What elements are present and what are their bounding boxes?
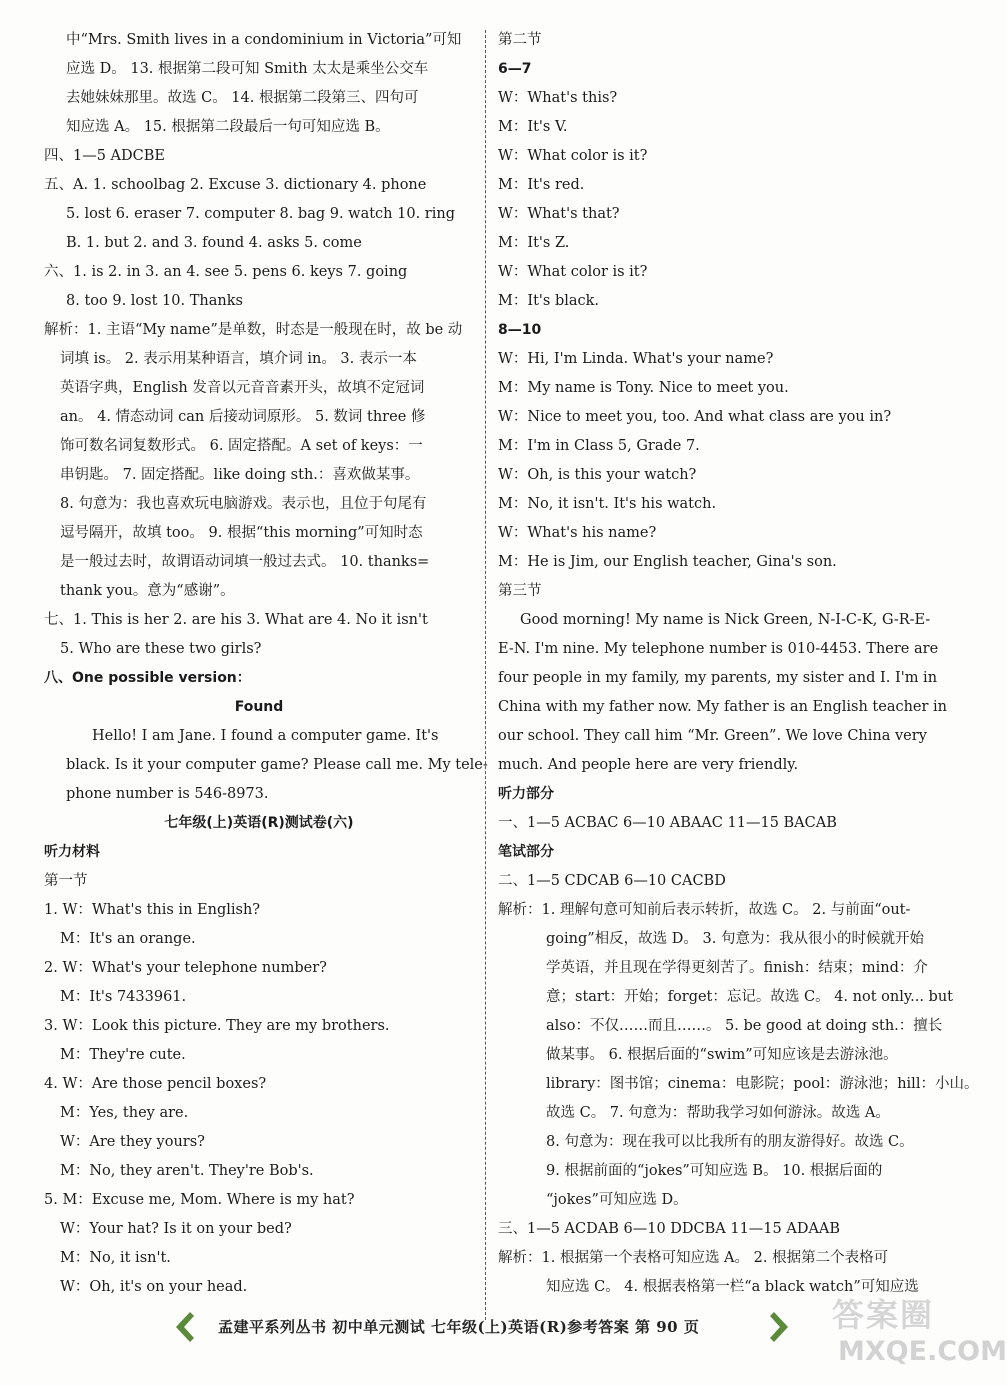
text-line: 七、1. This is her 2. are his 3. What are 4. No it isn't: [44, 612, 428, 628]
chevron-left-icon: [170, 1310, 198, 1344]
text-line: 五、A. 1. schoolbag 2. Excuse 3. dictionary 4. phone: [44, 177, 427, 193]
text-line: W：Your hat? Is it on your bed?: [60, 1221, 292, 1237]
text-line: 四、1—5 ADCBE: [44, 148, 165, 164]
text-line: 第三节: [498, 583, 542, 599]
text-line: W：What color is it?: [498, 264, 648, 280]
text-line: 笔试部分: [498, 844, 554, 860]
text-line: 一、1—5 ACBAC 6—10 ABAAC 11—15 BACAB: [498, 815, 837, 831]
text-line: Hello! I am Jane. I found a computer game. It's: [92, 728, 439, 744]
text-line: library：图书馆；cinema：电影院；pool：游泳池；hill：小山。: [546, 1076, 979, 1092]
text-line: also：不仅……而且……。 5. be good at doing sth.：擅长: [546, 1018, 943, 1034]
text-line: 英语字典，English 发音以元音音素开头，故填不定冠词: [60, 380, 425, 396]
text-line: M：It's an orange.: [60, 931, 196, 947]
text-line: 应选 D。 13. 根据第二段可知 Smith 太太是乘坐公交车: [66, 61, 429, 77]
text-line: 饰可数名词复数形式。 6. 固定搭配。A set of keys：一: [60, 438, 423, 454]
text-line: 词填 is。 2. 表示用某种语言，填介词 in。 3. 表示一本: [60, 351, 417, 367]
text-line: M：My name is Tony. Nice to meet you.: [498, 380, 789, 396]
text-line: 3. W：Look this picture. They are my brothers.: [44, 1018, 390, 1034]
text-line: M：They're cute.: [60, 1047, 186, 1063]
text-line: M：I'm in Class 5, Grade 7.: [498, 438, 700, 454]
text-line: 二、1—5 CDCAB 6—10 CACBD: [498, 873, 726, 889]
text-line: China with my father now. My father is an English teacher in: [498, 699, 948, 715]
text-line: 听力材料: [44, 844, 100, 860]
text-line: M：It's 7433961.: [60, 989, 187, 1005]
text-line: Found: [234, 699, 284, 715]
text-line: 学英语，并且现在学得更刻苦了。finish：结束；mind：介: [546, 960, 928, 976]
page-footer: [170, 1310, 810, 1346]
text-line: 8. 句意为：现在我可以比我所有的朋友游得好。故选 C。: [546, 1134, 914, 1150]
text-line: E-N. I'm nine. My telephone number is 010-4453. There are: [498, 641, 939, 657]
text-line: M：No, it isn't. It's his watch.: [498, 496, 717, 512]
text-line: 知应选 C。 4. 根据表格第一栏“a black watch”可知应选: [546, 1279, 919, 1295]
text-line: 听力部分: [498, 786, 554, 802]
text-line: 中“Mrs. Smith lives in a condominium in Victoria”可知: [66, 32, 462, 48]
text-line: 逗号隔开，故填 too。 9. 根据“this morning”可知时态: [60, 525, 423, 541]
left-column: [44, 26, 488, 1302]
text-line: thank you。意为“感谢”。: [60, 583, 235, 599]
text-line: our school. They call him “Mr. Green”. We love China very: [498, 728, 927, 744]
text-line: 串钥匙。 7. 固定搭配。like doing sth.：喜欢做某事。: [60, 467, 420, 483]
text-line: 5. Who are these two girls?: [60, 641, 262, 657]
text-line: 第二节: [498, 32, 542, 48]
text-line: 知应选 A。 15. 根据第二段最后一句可知应选 B。: [66, 119, 390, 135]
column-divider: [485, 30, 486, 1320]
text-line: 做某事。 6. 根据后面的“swim”可知应该是去游泳池。: [546, 1047, 898, 1063]
text-line: 八、One possible version：: [44, 670, 251, 686]
text-line: M：It's V.: [498, 119, 568, 135]
text-line: M：No, they aren't. They're Bob's.: [60, 1163, 314, 1179]
text-line: 5. M：Excuse me, Mom. Where is my hat?: [44, 1192, 355, 1208]
right-column: [498, 26, 979, 1302]
text-line: 去她妹妹那里。故选 C。 14. 根据第二段第三、四句可: [66, 90, 419, 106]
text-line: “jokes”可知应选 D。: [546, 1192, 688, 1208]
footer-text: 孟建平系列丛书 初中单元测试 七年级(上)英语(R)参考答案 第 90 页: [218, 1318, 700, 1336]
text-line: W：What's his name?: [498, 525, 657, 541]
text-line: M：He is Jim, our English teacher, Gina's son.: [498, 554, 837, 570]
text-line: 2. W：What's your telephone number?: [44, 960, 327, 976]
text-line: an。 4. 情态动词 can 后接动词原形。 5. 数词 three 修: [60, 409, 426, 425]
text-line: 解析：1. 根据第一个表格可知应选 A。 2. 根据第二个表格可: [498, 1250, 889, 1266]
text-line: W：What color is it?: [498, 148, 648, 164]
text-line: M：No, it isn't.: [60, 1250, 171, 1266]
text-line: going”相反，故选 D。 3. 句意为：我从很小的时候就开始: [546, 931, 924, 947]
text-line: much. And people here are very friendly.: [498, 757, 799, 773]
text-line: 6—7: [498, 61, 532, 77]
text-line: 8. 句意为：我也喜欢玩电脑游戏。表示也，且位于句尾有: [60, 496, 427, 512]
text-line: 8. too 9. lost 10. Thanks: [66, 293, 243, 309]
text-line: W：Hi, I'm Linda. What's your name?: [498, 351, 774, 367]
watermark-url: MXQE.COM: [838, 1336, 1007, 1367]
text-line: 5. lost 6. eraser 7. computer 8. bag 9. watch 10. ring: [66, 206, 455, 222]
chevron-right-icon: [766, 1310, 794, 1344]
text-line: W：Oh, is this your watch?: [498, 467, 697, 483]
text-line: 1. W：What's this in English?: [44, 902, 261, 918]
text-line: W：Nice to meet you, too. And what class are you in?: [498, 409, 892, 425]
text-line: 故选 C。 7. 句意为：帮助我学习如何游泳。故选 A。: [546, 1105, 890, 1121]
text-line: black. Is it your computer game? Please call me. My tele-: [66, 757, 488, 773]
text-line: M：It's black.: [498, 293, 600, 309]
text-line: Good morning! My name is Nick Green, N-I-C-K, G-R-E-: [520, 612, 931, 628]
text-line: four people in my family, my parents, my sister and I. I'm in: [498, 670, 938, 686]
text-line: 三、1—5 ACDAB 6—10 DDCBA 11—15 ADAAB: [498, 1221, 841, 1237]
text-line: W：Are they yours?: [60, 1134, 205, 1150]
text-line: M：Yes, they are.: [60, 1105, 189, 1121]
text-line: 9. 根据前面的“jokes”可知应选 B。 10. 根据后面的: [546, 1163, 883, 1179]
watermark-logo: 答案圈: [832, 1296, 935, 1334]
text-line: 七年级(上)英语(R)测试卷(六): [164, 815, 354, 831]
watermark: [826, 1290, 1007, 1380]
text-line: M：It's Z.: [498, 235, 570, 251]
text-line: 是一般过去时，故谓语动词填一般过去式。 10. thanks=: [60, 554, 430, 570]
text-line: 六、1. is 2. in 3. an 4. see 5. pens 6. keys 7. going: [44, 264, 408, 280]
text-line: 第一节: [44, 873, 88, 889]
text-line: W：Oh, it's on your head.: [60, 1279, 248, 1295]
text-line: B. 1. but 2. and 3. found 4. asks 5. come: [66, 235, 362, 251]
text-line: 意；start：开始；forget：忘记。故选 C。 4. not only... but: [546, 989, 954, 1005]
text-line: 解析：1. 理解句意可知前后表示转折，故选 C。 2. 与前面“out-: [498, 902, 911, 918]
text-line: 4. W：Are those pencil boxes?: [44, 1076, 267, 1092]
text-line: M：It's red.: [498, 177, 585, 193]
text-line: 8—10: [498, 322, 542, 338]
text-line: W：What's this?: [498, 90, 618, 106]
text-line: 解析：1. 主语“My name”是单数，时态是一般现在时，故 be 动: [44, 322, 463, 338]
text-line: phone number is 546-8973.: [66, 786, 269, 802]
text-line: W：What's that?: [498, 206, 620, 222]
